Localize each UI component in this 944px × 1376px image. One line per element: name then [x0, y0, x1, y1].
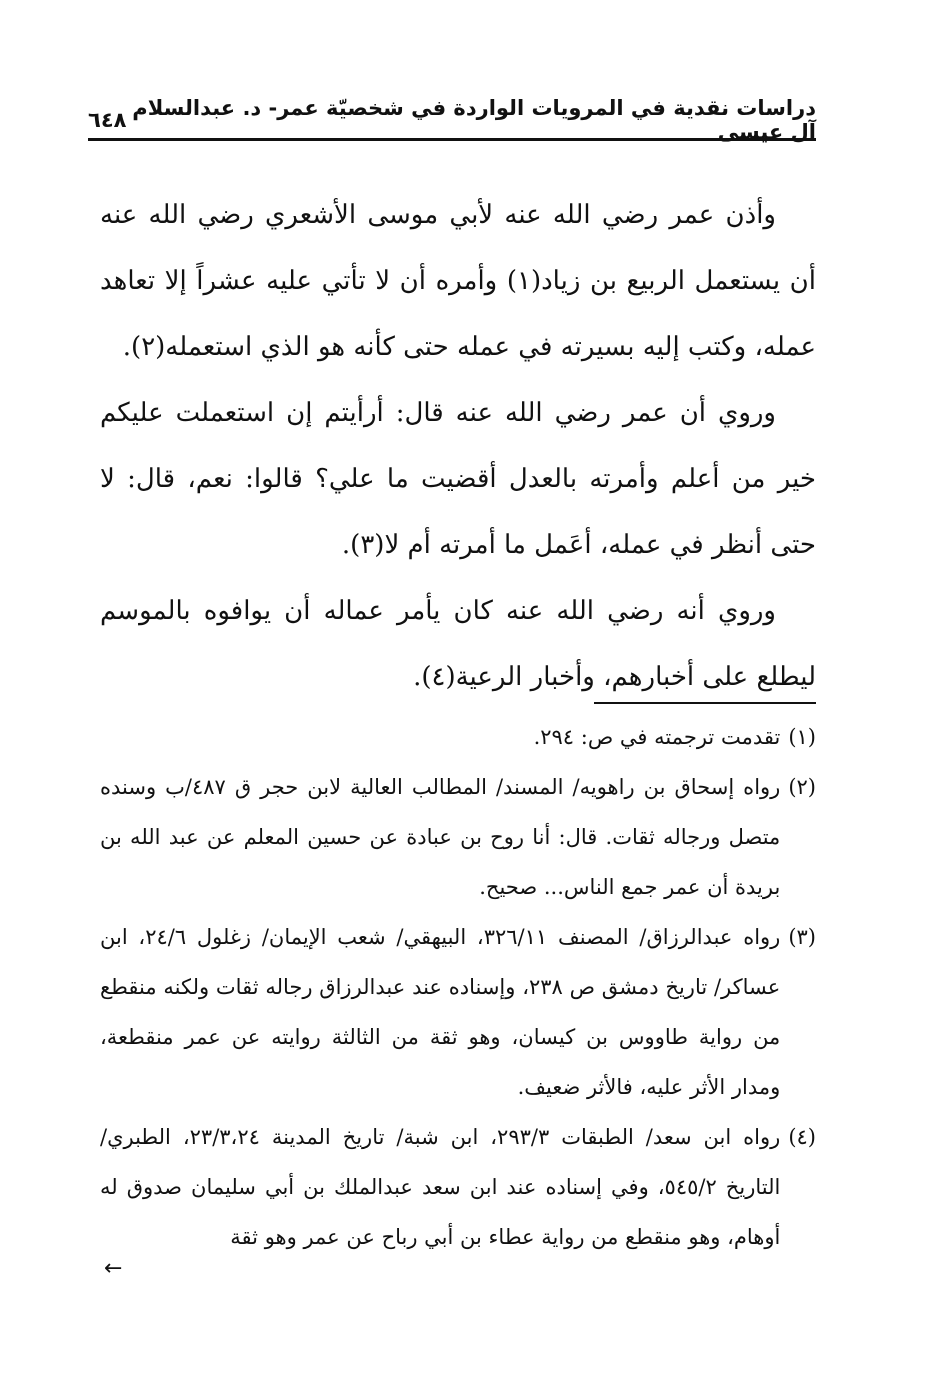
footnote-text: رواه عبدالرزاق/ المصنف ٣٢٦/١١، البيهقي/ شعب الإيمان/ زغلول ٢٤/٦، ابن عساكر/ تاريخ دمشق ص ٢٣٨، وإسناده عند عبدالرزاق رجاله ثقات ولكنه منقطع من رواية طاووس بن كيسان، وهو ثقة من الثالثة روايته عن عمر منقطعة، ومدار الأثر عليه، فالأثر ضعيف. — [100, 925, 781, 1099]
footnote — [100, 712, 816, 762]
footnote-number: (٤) — [788, 1125, 816, 1149]
footnote — [100, 1112, 816, 1262]
footnotes — [100, 712, 816, 1262]
running-header — [88, 96, 816, 144]
footnote-text: تقدمت ترجمته في ص: ٢٩٤. — [533, 725, 781, 749]
footnote-number: (٣) — [788, 925, 816, 949]
footnote — [100, 912, 816, 1112]
footnote-text: رواه ابن سعد/ الطبقات ٢٩٣/٣، ابن شبة/ تاريخ المدينة ٢٣/٣،٢٤، الطبري/ التاريخ ٥٤٥/٢، وفي إسناده عند ابن سعد عبدالملك بن أبي سليمان صدوق له أوهام، وهو منقطع من رواية عطاء بن أبي رباح عن عمر وهو ثقة — [100, 1125, 781, 1249]
footnote — [100, 762, 816, 912]
paragraph: وأذن عمر رضي الله عنه لأبي موسى الأشعري رضي الله عنه أن يستعمل الربيع بن زياد(١) وأمره أن لا تأتي عليه عشراً إلا تعاهد عمله، وكتب إليه بسيرته في عمله حتى كأنه هو الذي استعمله(٢). — [100, 200, 816, 362]
page-number: ٦٤٨ — [88, 108, 127, 132]
paragraph: وروي أنه رضي الله عنه كان يأمر عماله أن يوافوه بالموسم ليطلع على أخبارهم، وأخبار الرعية(٤). — [100, 596, 816, 692]
footnote-number: (٢) — [788, 775, 816, 799]
main-text — [100, 182, 816, 710]
footnote-separator — [594, 702, 816, 704]
footnote-number: (١) — [788, 725, 816, 749]
header-rule — [88, 138, 816, 141]
continuation-arrow-icon: ← — [104, 1256, 123, 1281]
header-title: دراسات نقدية في المرويات الواردة في شخصيّة عمر- د. عبدالسلام آل عيسى — [132, 96, 816, 144]
paragraph: وروي أن عمر رضي الله عنه قال: أرأيتم إن استعملت عليكم خير من أعلم وأمرته بالعدل أقضيت ما علي؟ قالوا: نعم، قال: لا حتى أنظر في عمله، أعَمل ما أمرته أم لا(٣). — [100, 398, 816, 560]
footnote-text: رواه إسحاق بن راهويه/ المسند/ المطالب العالية لابن حجر ق ٤٨٧/ب وسنده متصل ورجاله ثقات. قال: أنا روح بن عبادة عن حسين المعلم عن عبد الله بن بريدة أن عمر جمع الناس... صحيح. — [100, 775, 781, 899]
